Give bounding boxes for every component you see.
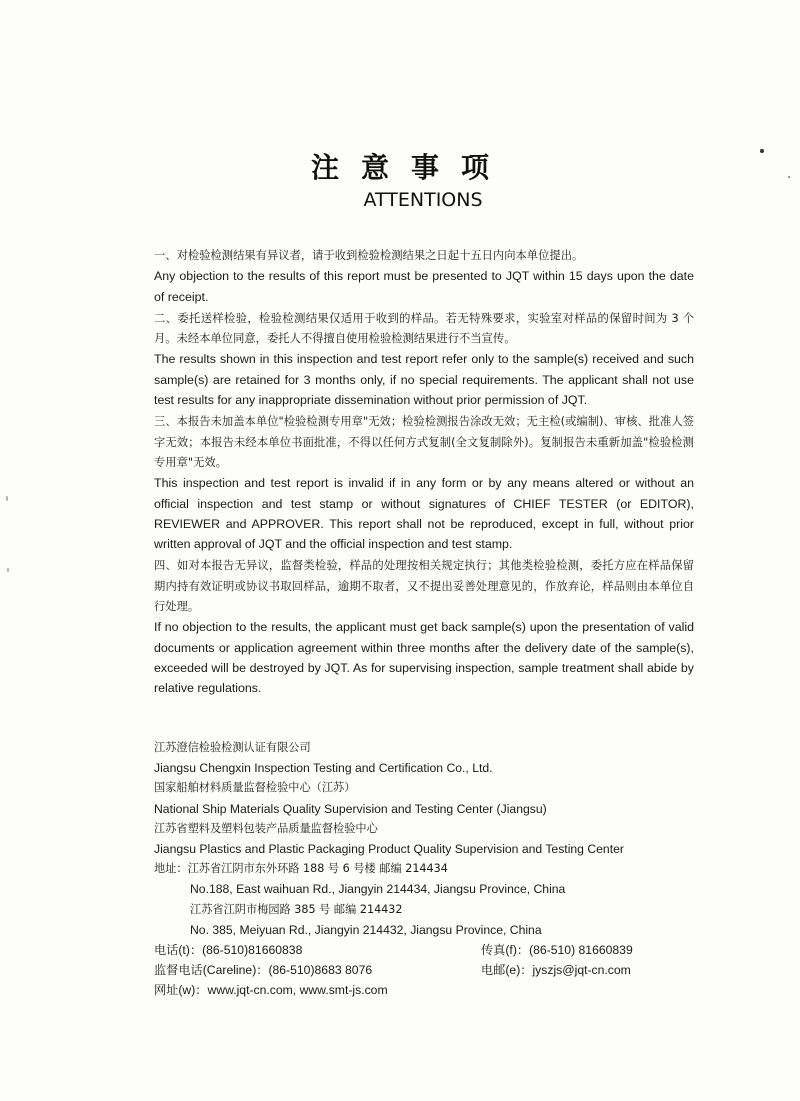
- org1-en: Jiangsu Chengxin Inspection Testing and Certification Co., Ltd.: [154, 761, 493, 776]
- scan-speck-1: [760, 149, 764, 153]
- fax: 传真(f)：(86-510) 81660839: [481, 942, 633, 957]
- scan-speck-4: [7, 568, 9, 572]
- title-en: ATTENTIONS: [363, 189, 483, 211]
- attention-2-cn: 二、委托送样检验，检验检测结果仅适用于收到的样品。若无特殊要求，实验室对样品的保留时间为 3 个月。未经本单位同意，委托人不得擅自使用检验检测结果进行不当宣传。: [154, 311, 694, 346]
- phone: 电话(t)：(86-510)81660838: [154, 942, 303, 957]
- attention-item-3: [154, 412, 694, 554]
- careline-email-row: [154, 960, 714, 980]
- website: 网址(w)：www.jqt-cn.com, www.smt-js.com: [154, 983, 388, 998]
- careline: 监督电话(Careline)：(86-510)8683 8076: [154, 963, 373, 978]
- attention-4-cn: 四、如对本报告无异议，监督类检验，样品的处理按相关规定执行；其他类检验检测，委托方应在样品保留期内持有效证明或协议书取回样品，逾期不取者，又不提出妥善处理意见的，作放弃论，样品则由本单位自行处理。: [154, 559, 694, 614]
- email: 电邮(e)：jyszjs@jqt-cn.com: [481, 963, 631, 978]
- phone-fax-row: [154, 940, 714, 960]
- org3-cn: 江苏省塑料及塑料包装产品质量监督检验中心: [154, 821, 378, 835]
- attention-1-cn: 一、对检验检测结果有异议者，请于收到检验检测结果之日起十五日内向本单位提出。: [154, 249, 584, 262]
- title-cn: 注意事项: [310, 151, 511, 184]
- scan-speck-2: [788, 176, 790, 178]
- attention-item-1: [154, 246, 694, 307]
- attention-item-2: [154, 309, 694, 410]
- address-label: 地址：: [154, 862, 188, 876]
- attention-4-en: If no objection to the results, the applicant must get back sample(s) upon the presentation of valid documents or application agreement within three months after the delivery date of the sample(s), exceeded will be destroyed by JQT. As for supervising inspection, sample treatment shall abide by relative regulations.: [154, 620, 694, 696]
- org2-en: National Ship Materials Quality Supervision and Testing Center (Jiangsu): [154, 801, 547, 816]
- address2-cn: 江苏省江阴市梅园路 385 号 邮编 214432: [190, 902, 403, 916]
- attention-item-4: [154, 556, 694, 698]
- scan-speck-3: [6, 496, 8, 501]
- attention-3-en: This inspection and test report is invalid if in any form or by any means altered or without an official inspection and test stamp or without signatures of CHIEF TESTER (or EDITOR), REVIEWER and APPROVER. This report shall not be reproduced, except in full, without prior written approval of JQT and the official inspection and test stamp.: [154, 476, 694, 552]
- attention-1-en: Any objection to the results of this report must be presented to JQT within 15 days upon the date of receipt.: [154, 269, 694, 304]
- org1-cn: 江苏澄信检验检测认证有限公司: [154, 741, 311, 754]
- org2-cn: 国家船舶材料质量监督检验中心（江苏）: [154, 781, 356, 795]
- org3-en: Jiangsu Plastics and Plastic Packaging Product Quality Supervision and Testing Center: [154, 841, 624, 856]
- attentions-list: [154, 246, 694, 699]
- contact-block: [154, 738, 714, 1000]
- address-row-1: [154, 859, 714, 879]
- address1-cn: 江苏省江阴市东外环路 188 号 6 号楼 邮编 214434: [187, 862, 448, 876]
- address1-en: No.188, East waihuan Rd., Jiangyin 214434, Jiangsu Province, China: [190, 882, 566, 897]
- attention-2-en: The results shown in this inspection and test report refer only to the sample(s) received and such sample(s) are retained for 3 months only, if no special requirements. The applicant shall not use test results for any inappropriate dissemination without prior permission of JQT.: [154, 352, 694, 408]
- attention-3-cn: 三、本报告未加盖本单位"检验检测专用章"无效；检验检测报告涂改无效；无主检(或编制)、审核、批准人签字无效；本报告未经本单位书面批准，不得以任何方式复制(全文复制除外)。复制报告未重新加盖"检验检测专用章"无效。: [154, 415, 694, 469]
- address2-en: No. 385, Meiyuan Rd., Jiangyin 214432, Jiangsu Province, China: [190, 922, 542, 937]
